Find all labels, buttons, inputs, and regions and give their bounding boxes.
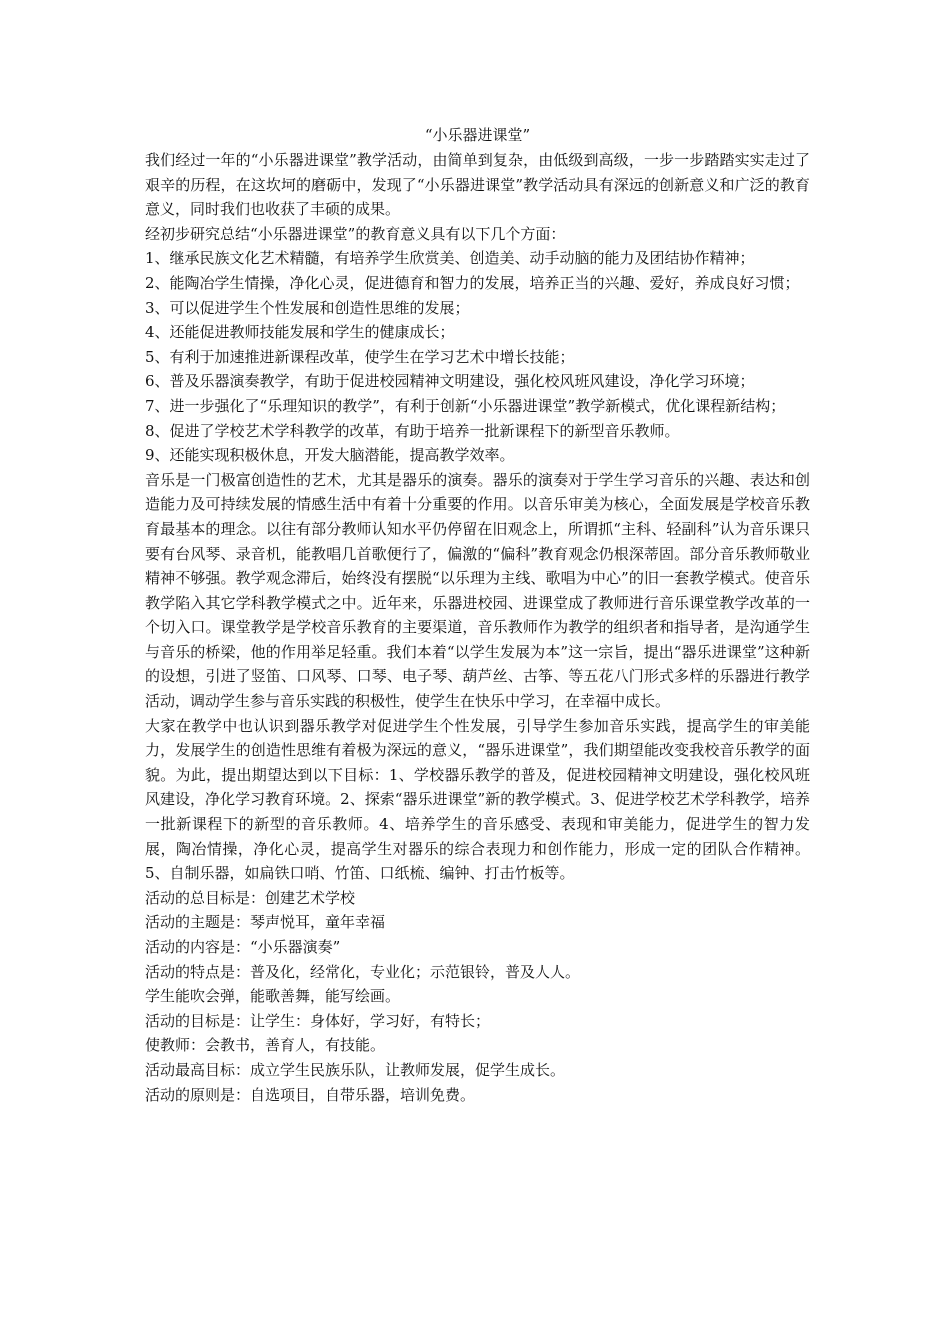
- activity-line: 活动最高目标：成立学生民族乐队，让教师发展，促学生成长。: [145, 1060, 566, 1079]
- point-item: 2、能陶冶学生情操，净化心灵，促进德育和智力的发展，培养正当的兴趣、爱好，养成良好习惯；: [145, 273, 800, 292]
- activity-line: 学生能吹会弹，能歌善舞，能写绘画。: [145, 987, 401, 1006]
- document-page: [145, 122, 810, 1107]
- activity-line: 活动的总目标是：创建艺术学校: [145, 888, 356, 907]
- activity-line: 使教师：会教书，善育人，有技能。: [145, 1036, 386, 1055]
- point-item: 1、继承民族文化艺术精髓，有培养学生欣赏美、创造美、动手动脑的能力及团结协作精神；: [145, 249, 755, 268]
- point-item: 9、还能实现积极休息，开发大脑潜能，提高教学效率。: [145, 446, 515, 465]
- activity-line: 活动的内容是：“小乐器演奏”: [145, 938, 341, 956]
- document-title: “小乐器进课堂”: [424, 126, 531, 144]
- point-item: 6、普及乐器演奏教学，有助于促进校园精神文明建设，强化校风班风建设，净化学习环境；: [145, 372, 755, 391]
- summary-lead: 经初步研究总结“小乐器进课堂”的教育意义具有以下几个方面：: [145, 224, 566, 243]
- activity-line: 活动的原则是：自选项目，自带乐器，培训免费。: [145, 1085, 476, 1104]
- music-paragraph: 音乐是一门极富创造性的艺术，尤其是器乐的演奏。器乐的演奏对于学生学习音乐的兴趣、表达和创造能力及可持续发展的情感生活中有着十分重要的作用。以音乐审美为核心，全面发展是学校音乐教育最基本的理念。以往有部分教师认知水平仍停留在旧观念上，所谓抓“主科、轻副科”认为音乐课只要有台风琴、录音机，能教唱几首歌便行了，偏激的“偏科”教育观念仍根深蒂固。部分音乐教师敬业精神不够强。教学观念滞后，始终没有摆脱“以乐理为主线、歌唱为中心”的旧一套教学模式。使音乐教学陷入其它学科教学模式之中。近年来，乐器进校园、进课堂成了教师进行音乐课堂教学改革的一个切入口。课堂教学是学校音乐教育的主要渠道，音乐教师作为教学的组织者和指导者，是沟通学生与音乐的桥梁，他的作用举足轻重。我们本着“以学生发展为本”这一宗旨，提出“器乐进课堂”这种新的设想，引进了竖笛、口风琴、口琴、电子琴、葫芦丝、古筝、等五花八门形式多样的乐器进行教学活动，调动学生参与音乐实践的积极性，使学生在快乐中学习，在幸福中成长。: [145, 470, 810, 711]
- point-item: 5、有利于加速推进新课程改革，使学生在学习艺术中增长技能；: [145, 347, 575, 366]
- activity-line: 活动的目标是：让学生：身体好，学习好，有特长；: [145, 1011, 491, 1030]
- activity-line: 活动的主题是：琴声悦耳，童年幸福: [145, 913, 386, 932]
- intro-paragraph: 我们经过一年的“小乐器进课堂”教学活动，由简单到复杂，由低级到高级，一步一步踏踏实实走过了艰辛的历程，在这坎坷的磨砺中，发现了“小乐器进课堂”教学活动具有深远的创新意义和广泛的教育意义，同时我们也收获了丰硕的成果。: [145, 151, 810, 219]
- point-item: 7、进一步强化了“乐理知识的教学”，有利于创新“小乐器进课堂”教学新模式，优化课程新结构；: [145, 396, 786, 415]
- activity-line: 活动的特点是：普及化，经常化，专业化；示范银铃，普及人人。: [145, 962, 581, 981]
- point-item: 4、还能促进教师技能发展和学生的健康成长；: [145, 323, 455, 342]
- goals-paragraph: 大家在教学中也认识到器乐教学对促进学生个性发展，引导学生参加音乐实践，提高学生的审美能力，发展学生的创造性思维有着极为深远的意义，“器乐进课堂”，我们期望能改变我校音乐教学的面貌。为此，提出期望达到以下目标：1、学校器乐教学的普及，促进校园精神文明建设，强化校风班风建设，净化学习教育环境。2、探索“器乐进课堂”新的教学模式。3、促进学校艺术学科教学，培养一批新课程下的新型的音乐教师。4、培养学生的音乐感受、表现和审美能力，促进学生的智力发展，陶冶情操，净化心灵，提高学生对器乐的综合表现力和创作能力，形成一定的团队合作精神。5、自制乐器，如扁铁口哨、竹笛、口纸梳、编钟、打击竹板等。: [145, 716, 810, 883]
- point-item: 3、可以促进学生个性发展和创造性思维的发展；: [145, 298, 470, 317]
- point-item: 8、促进了学校艺术学科教学的改革，有助于培养一批新课程下的新型音乐教师。: [145, 421, 680, 440]
